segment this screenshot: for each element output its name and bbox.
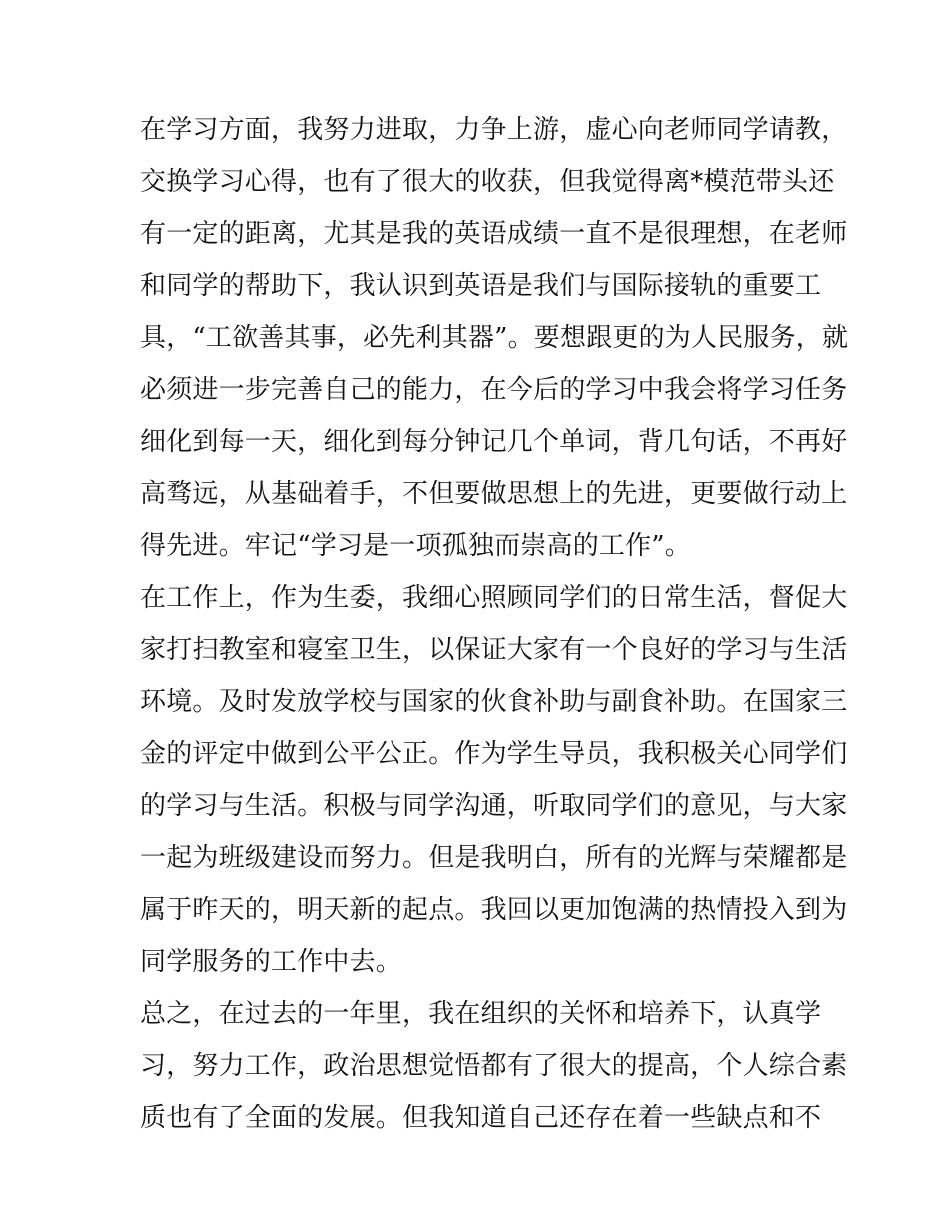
text-line: 细化到每一天，细化到每分钟记几个单词，背几句话，不再好	[140, 427, 848, 457]
text-line: 一起为班级建设而努力。但是我明白，所有的光辉与荣耀都是	[140, 843, 848, 873]
text-line: 有一定的距离，尤其是我的英语成绩一直不是很理想，在老师	[140, 219, 848, 249]
text-line: 得先进。牢记“学习是一项孤独而崇高的工作”。	[140, 531, 691, 561]
text-line: 和同学的帮助下，我认识到英语是我们与国际接轨的重要工	[140, 271, 822, 301]
text-line: 质也有了全面的发展。但我知道自己还存在着一些缺点和不	[140, 1103, 822, 1133]
text-line: 高骛远，从基础着手，不但要做思想上的先进，更要做行动上	[140, 479, 848, 509]
text-line: 总之，在过去的一年里，我在组织的关怀和培养下，认真学	[140, 999, 822, 1029]
text-line: 金的评定中做到公平公正。作为学生导员，我积极关心同学们	[140, 739, 848, 769]
document-page	[140, 104, 849, 1144]
paragraph-summary	[140, 988, 848, 1144]
text-line: 在工作上，作为生委，我细心照顾同学们的日常生活，督促大	[140, 583, 848, 613]
text-line: 属于昨天的，明天新的起点。我回以更加饱满的热情投入到为	[140, 895, 848, 925]
text-line: 环境。及时发放学校与国家的伙食补助与副食补助。在国家三	[140, 687, 848, 717]
paragraph-work	[140, 572, 848, 988]
text-line: 交换学习心得，也有了很大的收获，但我觉得离*模范带头还	[140, 167, 835, 197]
paragraph-study	[140, 104, 849, 572]
text-line: 习，努力工作，政治思想觉悟都有了很大的提高，个人综合素	[140, 1051, 848, 1081]
text-line: 的学习与生活。积极与同学沟通，听取同学们的意见，与大家	[140, 791, 848, 821]
text-line: 家打扫教室和寝室卫生，以保证大家有一个良好的学习与生活	[140, 635, 848, 665]
text-line: 具，“工欲善其事，必先利其器”。要想跟更的为人民服务，就	[140, 323, 849, 353]
text-line: 同学服务的工作中去。	[140, 947, 403, 977]
text-line: 在学习方面，我努力进取，力争上游，虚心向老师同学请教，	[140, 115, 848, 145]
text-line: 必须进一步完善自己的能力，在今后的学习中我会将学习任务	[140, 375, 848, 405]
